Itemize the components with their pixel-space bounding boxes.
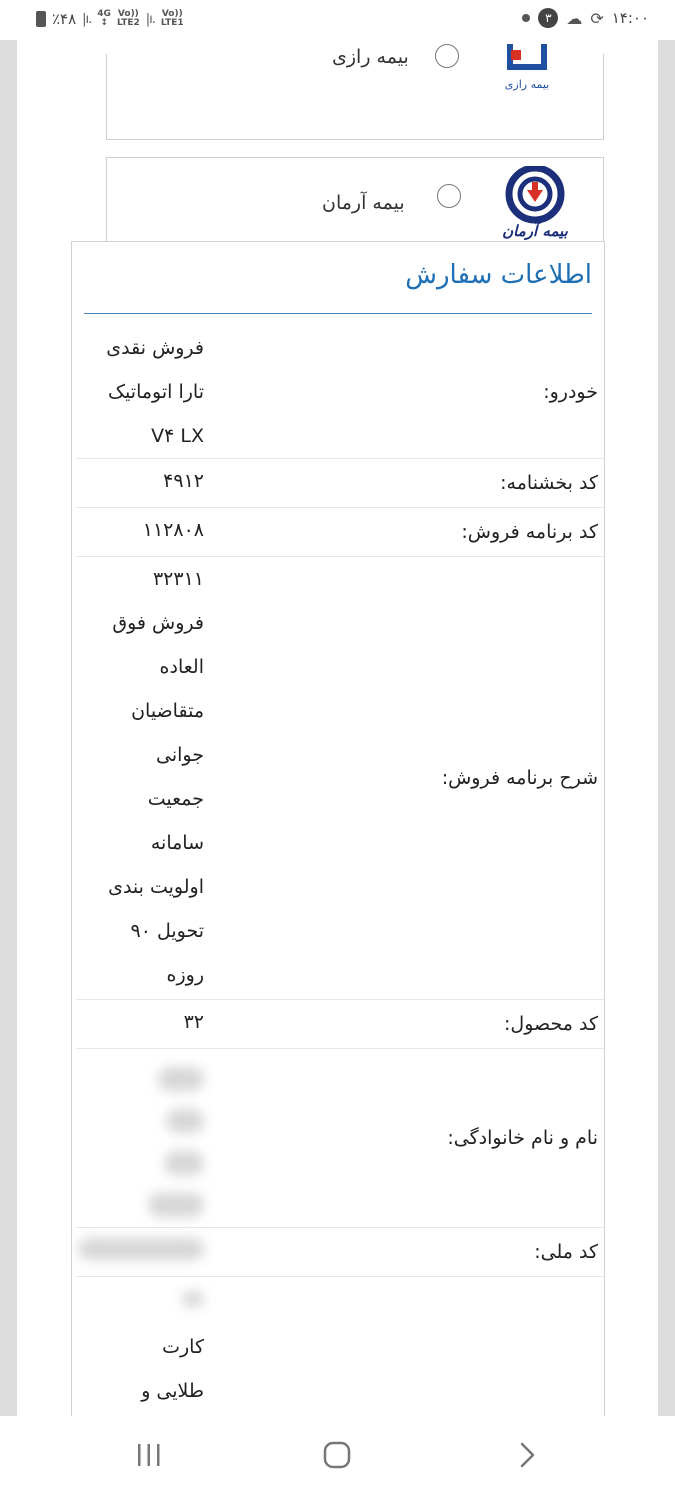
- network-sim2: Vo)) LTE2: [116, 9, 140, 28]
- order-info-title: اطلاعات سفارش: [405, 260, 592, 290]
- row-label-circular-code: کد بخشنامه:: [500, 472, 598, 494]
- weather-icon: ☁: [566, 8, 583, 28]
- clock: ۱۴:۰۰: [611, 9, 649, 27]
- title-divider: [84, 313, 592, 314]
- notification-dot-icon: [522, 14, 530, 22]
- status-bar-left: [36, 10, 184, 28]
- home-icon[interactable]: [322, 1440, 352, 1470]
- row-value-sales-program-description: [44, 557, 204, 997]
- network-4g: 4G ↕: [97, 9, 111, 28]
- value-line: فروش فوق: [112, 612, 204, 634]
- order-info-panel: [71, 241, 605, 1442]
- row-value-circular-code: [44, 459, 204, 503]
- value-line: طلایی و: [141, 1380, 204, 1402]
- redacted-text: [78, 1238, 204, 1260]
- insurance-option-razi[interactable]: [106, 46, 604, 140]
- value-line: V۴ LX: [151, 425, 204, 447]
- recent-apps-icon[interactable]: [134, 1440, 164, 1470]
- row-value-sales-program-code: [44, 508, 204, 552]
- signal-icon-2: |ı.: [145, 11, 155, 27]
- order-row-circular-code: [76, 459, 604, 508]
- value-line: کارت: [162, 1336, 204, 1358]
- arman-logo-icon: [497, 166, 577, 246]
- insurance-label-razi: بیمه رازی: [332, 46, 409, 68]
- redacted-text: [182, 1291, 204, 1307]
- value-line: اولویت بندی: [108, 876, 204, 898]
- redacted-text: [166, 1109, 204, 1133]
- row-label-sales-program-description: شرح برنامه فروش:: [441, 767, 598, 789]
- value-line: ۳۲: [183, 1011, 204, 1033]
- order-row-sales-program-code: [76, 508, 604, 557]
- row-value-national-code-redacted: [44, 1238, 204, 1260]
- redacted-text: [158, 1067, 204, 1091]
- radio-razi[interactable]: [435, 44, 459, 68]
- signal-icon: |ı.: [82, 11, 92, 27]
- value-line: متقاضیان: [131, 700, 204, 722]
- battery-icon: [36, 11, 46, 27]
- order-row-national-code: [76, 1228, 604, 1277]
- order-row-full-name: [76, 1049, 604, 1228]
- razi-logo-text: بیمه رازی: [504, 78, 550, 91]
- row-value-vehicle: [44, 326, 204, 458]
- value-line: تارا اتوماتیک: [108, 381, 204, 403]
- value-line: ۴۹۱۲: [163, 470, 204, 492]
- radio-arman[interactable]: [437, 184, 461, 208]
- arman-logo-text: بیمه آرمان: [502, 222, 568, 240]
- back-icon[interactable]: [512, 1440, 542, 1470]
- status-bar: [0, 0, 675, 40]
- value-line: العاده: [159, 656, 204, 678]
- value-line: سامانه: [150, 832, 204, 854]
- network-sim1: Vo)) LTE1: [160, 9, 184, 28]
- order-row-product-code: [76, 1000, 604, 1049]
- row-label-vehicle: خودرو:: [543, 381, 598, 403]
- row-value-full-name-redacted: [44, 1061, 204, 1217]
- navigation-bar: [0, 1416, 675, 1500]
- insurance-label-arman: بیمه آرمان: [322, 192, 405, 214]
- row-value-continuation: [44, 1285, 204, 1413]
- row-label-sales-program-code: کد برنامه فروش:: [461, 521, 598, 543]
- status-bar-right: [522, 8, 649, 28]
- order-row-vehicle: [76, 326, 604, 459]
- redacted-text: [148, 1193, 204, 1217]
- value-line: روزه: [166, 964, 204, 986]
- value-line: جوانی: [156, 744, 204, 766]
- value-line: جمعیت: [147, 788, 204, 810]
- razi-logo-icon: [497, 44, 571, 118]
- sync-icon: ⟳: [590, 8, 604, 28]
- value-line: تحویل ۹۰: [130, 920, 204, 942]
- row-label-full-name: نام و نام خانوادگی:: [447, 1127, 598, 1149]
- row-label-product-code: کد محصول:: [504, 1013, 598, 1035]
- value-line: فروش نقدی: [106, 337, 204, 359]
- order-row-sales-program-description: [76, 557, 604, 1000]
- value-line: ۳۲۳۱۱: [152, 568, 204, 590]
- notification-count-badge: ۳: [538, 8, 558, 28]
- value-line: ۱۱۲۸۰۸: [142, 519, 204, 541]
- redacted-text: [164, 1151, 204, 1175]
- row-label-national-code: کد ملی:: [534, 1241, 598, 1263]
- battery-level: ٪۴۸: [52, 10, 77, 28]
- row-value-product-code: [44, 1000, 204, 1044]
